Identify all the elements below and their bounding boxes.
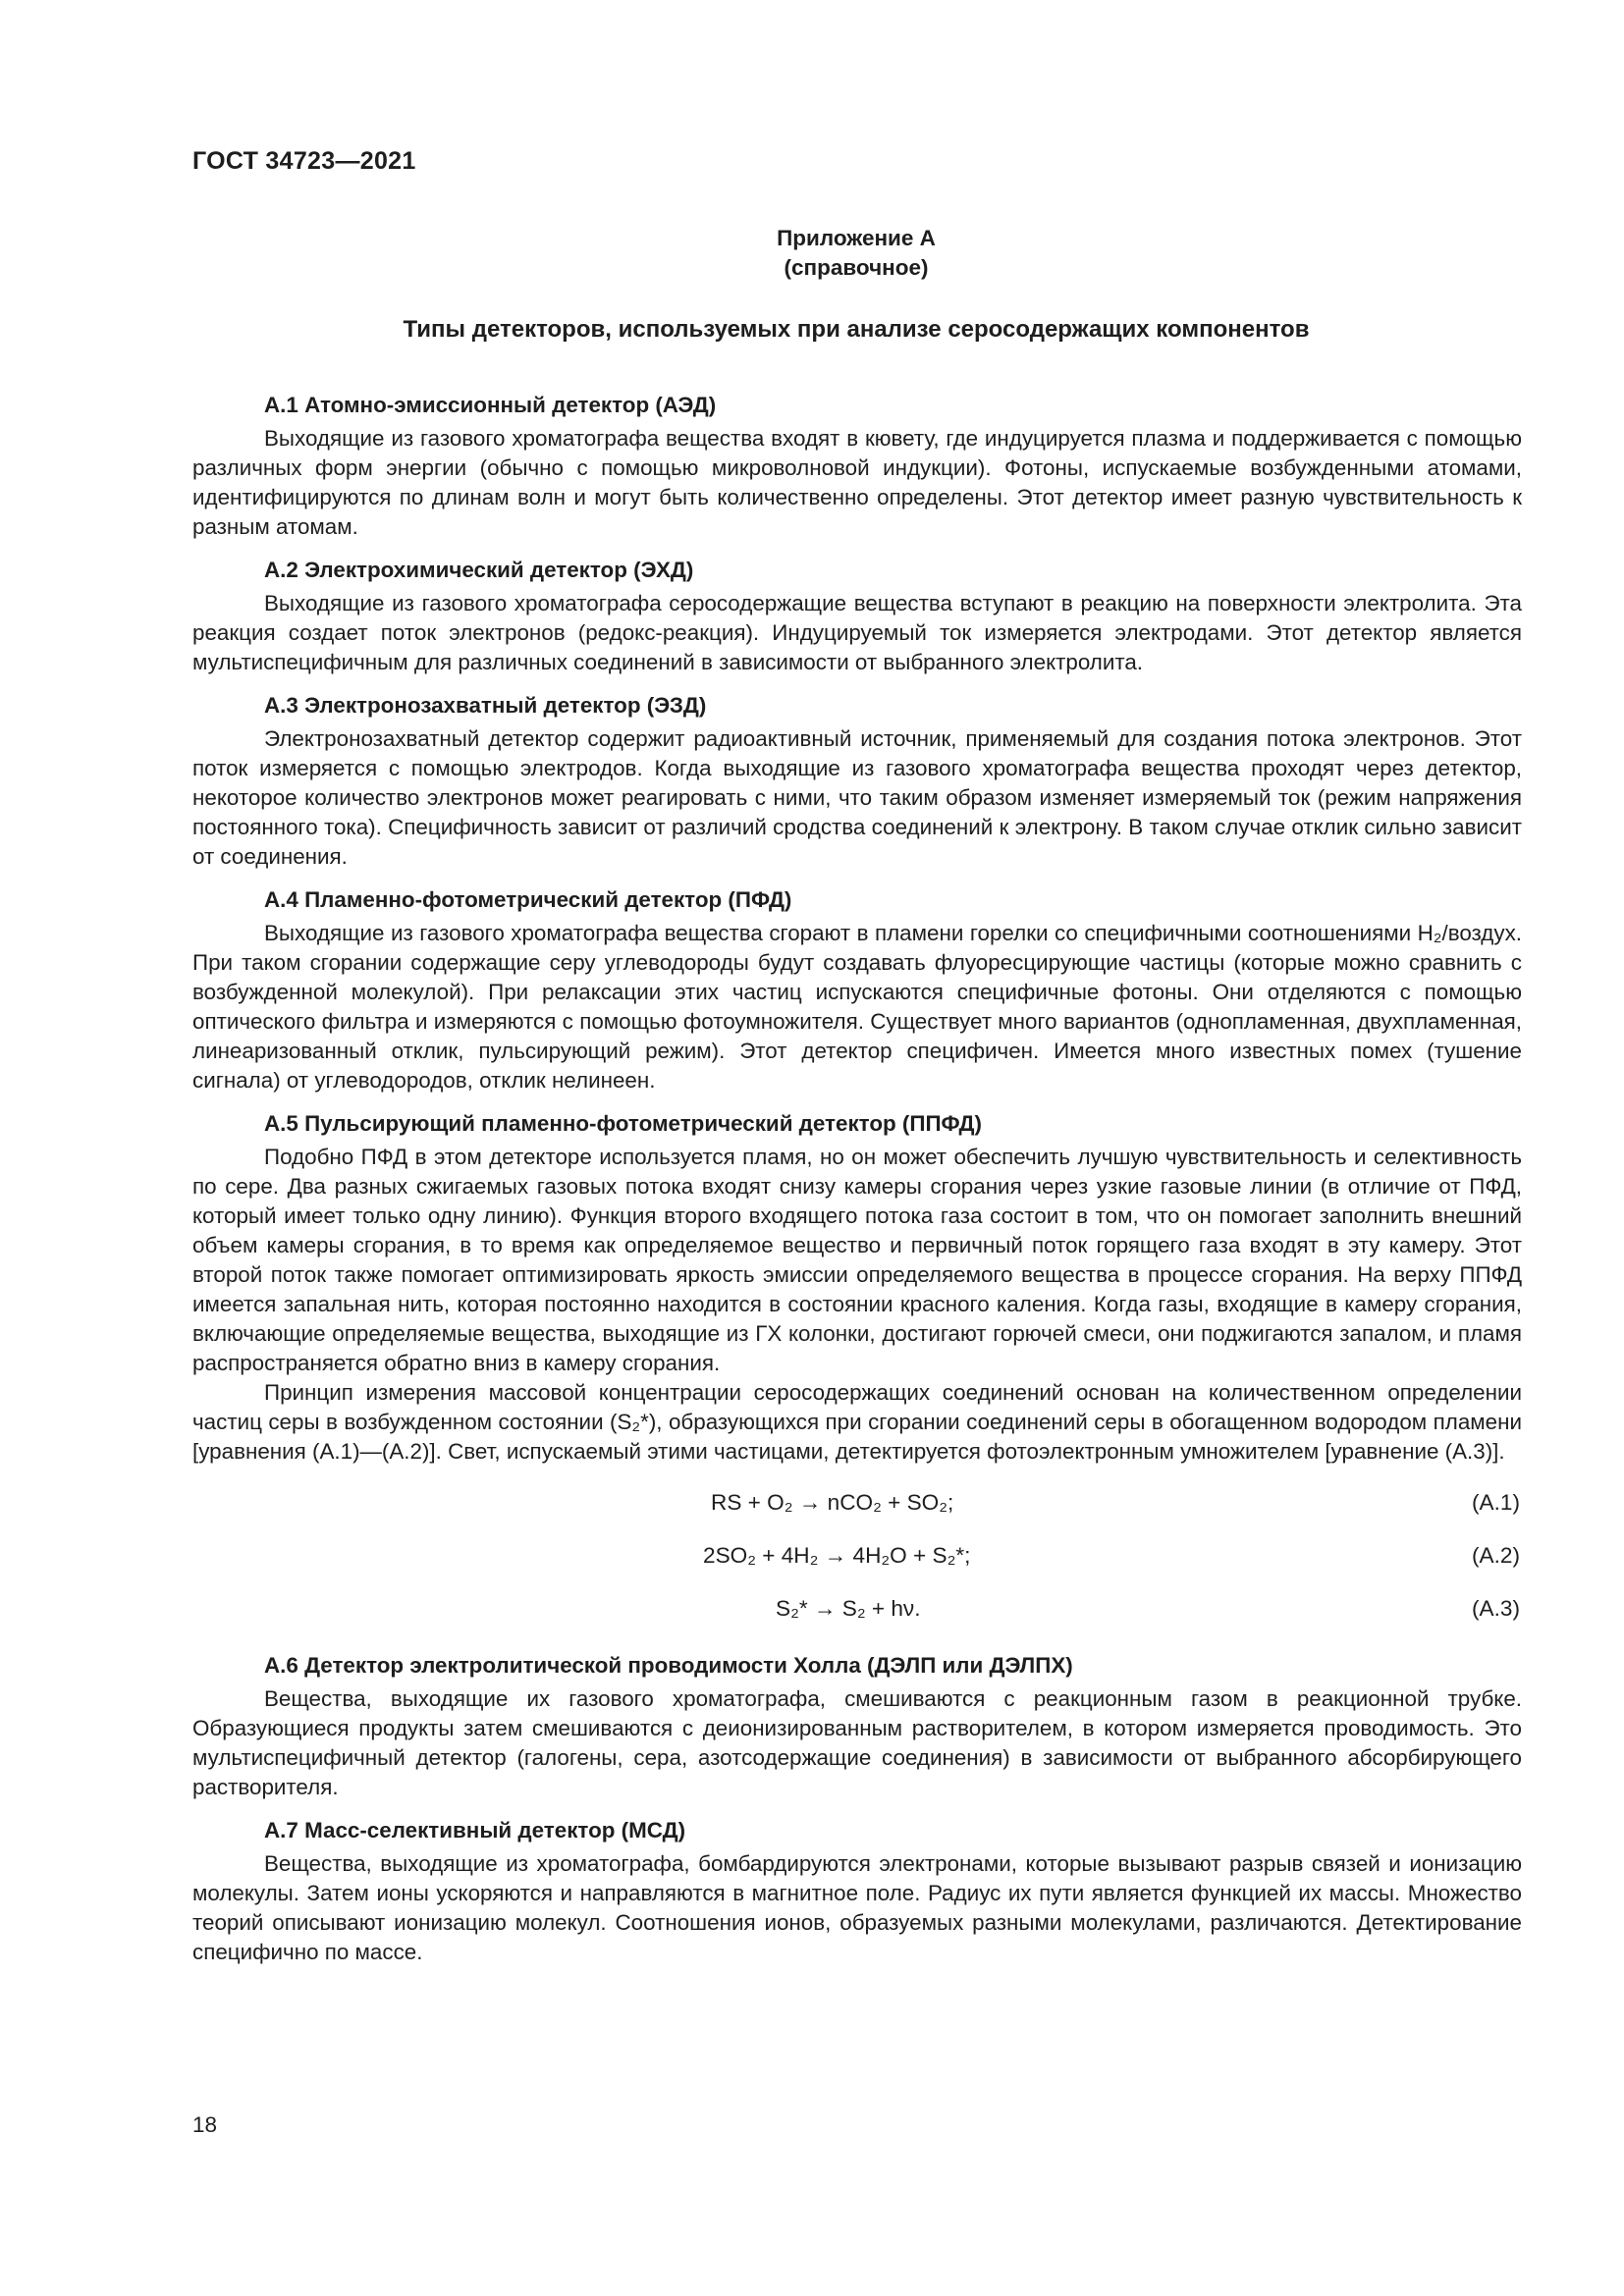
paragraph: Подобно ПФД в этом детекторе используется пламя, но он может обеспечить лучшую чувствительность и селективность по сере. Два разных сжигаемых газовых потока входят снизу камеры сгорания через узкие газовые линии (в отличие от ПФД, который имеет только одну линию). Функция второго входящего потока газа состоит в том, что он помогает заполнить внешний объем камеры сгорания, в то время как определяемое вещество и первичный поток горящего газа входят в эту камеру. Этот второй поток также помогает оптимизировать яркость эмиссии определяемого вещества в процессе сгорания. На верху ППФД имеется запальная нить, которая постоянно находится в состоянии красного каления. Когда газы, входящие в камеру сгорания, включающие определяемые вещества, выходящие из ГХ колонки, достигают горючей смеси, они поджигаются запалом, и пламя распространяется обратно вниз в камеру сгорания. xyxy=(192,1145,1522,1375)
section-heading: А.1 Атомно-эмиссионный детектор (АЭД) xyxy=(264,393,717,417)
paragraph: Электронозахватный детектор содержит радиоактивный источник, применяемый для создания потока электронов. Этот поток измеряется с помощью электродов. Когда выходящие из газового хроматографа вещества проходят через детектор, некоторое количество электронов может реагировать с ними, что таким образом изменяет измеряемый ток (режим напряжения постоянного тока). Специфичность зависит от различий сродства соединений к электрону. В таком случае отклик сильно зависит от соединения. xyxy=(192,726,1522,869)
equation-a3 xyxy=(192,1586,1522,1639)
paragraph: Вещества, выходящие из хроматографа, бомбардируются электронами, которые вызывают разрыв связей и ионизацию молекулы. Затем ионы ускоряются и направляются в магнитное поле. Радиус их пути является функцией их массы. Множество теорий описывают ионизацию молекул. Соотношения ионов, образуемых разными молекулами, различаются. Детектирование специфично по массе. xyxy=(192,1851,1522,1964)
section-heading: А.2 Электрохимический детектор (ЭХД) xyxy=(264,558,694,582)
section-heading: А.4 Пламенно-фотометрический детектор (ПФД) xyxy=(264,887,792,912)
equation-formula: 2SO₂ + 4H₂ → 4H₂O + S₂*; xyxy=(703,1543,971,1568)
annex-title: Приложение А xyxy=(777,226,936,250)
section-heading: А.3 Электронозахватный детектор (ЭЗД) xyxy=(264,693,707,718)
paragraph: Вещества, выходящие их газового хроматографа, смешиваются с реакционным газом в реакционной трубке. Образующиеся продукты затем смешиваются с деионизированным растворителем, в котором измеряется проводимость. Это мультиспецифичный детектор (галогены, сера, азотсодержащие соединения) в зависимости от выбранного абсорбирующего растворителя. xyxy=(192,1686,1522,1799)
annex-heading xyxy=(192,224,1520,283)
equation-number: (А.3) xyxy=(1472,1596,1520,1621)
paragraph: Выходящие из газового хроматографа вещества сгорают в пламени горелки со специфичными соотношениями H₂/воздух. При таком сгорании содержащие серу углеводороды будут создавать флуоресцирующие частицы (которые можно сравнить с возбужденной молекулой). При релаксации этих частиц испускаются специфичные фотоны. Они отделяются с помощью оптического фильтра и измеряются с помощью фотоумножителя. Существует много вариантов (однопламенная, двухпламенная, линеаризованный отклик, пульсирующий режим). Этот детектор специфичен. Имеется много известных помех (тушение сигнала) от углеводородов, отклик нелинеен. xyxy=(192,921,1522,1093)
equation-formula: RS + O₂ → nCO₂ + SO₂; xyxy=(711,1490,954,1515)
section-a4 xyxy=(192,885,1522,1095)
section-a1 xyxy=(192,391,1522,542)
section-heading: А.6 Детектор электролитической проводимости Холла (ДЭЛП или ДЭЛПХ) xyxy=(264,1653,1073,1678)
annex-kind: (справочное) xyxy=(784,255,929,280)
equation-number: (А.2) xyxy=(1472,1543,1520,1568)
section-a3 xyxy=(192,691,1522,872)
section-heading: А.5 Пульсирующий пламенно-фотометрический детектор (ППФД) xyxy=(264,1111,982,1136)
standard-code: ГОСТ 34723—2021 xyxy=(192,147,416,175)
section-a5 xyxy=(192,1109,1522,1639)
section-a6 xyxy=(192,1651,1522,1802)
paragraph: Принцип измерения массовой концентрации серосодержащих соединений основан на количественном определении частиц серы в возбужденном состоянии (S₂*), образующихся при сгорании соединений серы в обогащенном водородом пламени [уравнения (А.1)—(А.2)]. Свет, испускаемый этими частицами, детектируется фотоэлектронным умножителем [уравнение (А.3)]. xyxy=(192,1380,1522,1464)
section-a2 xyxy=(192,556,1522,677)
equation-number: (А.1) xyxy=(1472,1490,1520,1515)
document-title: Типы детекторов, используемых при анализе серосодержащих компонентов xyxy=(403,316,1310,343)
equations-block xyxy=(192,1480,1522,1639)
paragraph: Выходящие из газового хроматографа вещества входят в кювету, где индуцируется плазма и поддерживается с помощью различных форм энергии (обычно с помощью микроволновой индукции). Фотоны, испускаемые возбужденными атомами, идентифицируются по длинам волн и могут быть количественно определены. Этот детектор имеет разную чувствительность к разным атомам. xyxy=(192,426,1522,539)
section-a7 xyxy=(192,1816,1522,1967)
paragraph: Выходящие из газового хроматографа серосодержащие вещества вступают в реакцию на поверхности электролита. Эта реакция создает поток электронов (редокс-реакция). Индуцируемый ток измеряется электродами. Этот детектор является мультиспецифичным для различных соединений в зависимости от выбранного электролита. xyxy=(192,591,1522,674)
equation-formula: S₂* → S₂ + hν. xyxy=(776,1596,921,1621)
section-heading: А.7 Масс-селективный детектор (МСД) xyxy=(264,1818,686,1842)
equation-a2 xyxy=(192,1533,1522,1586)
document-body xyxy=(192,391,1522,1981)
page-number: 18 xyxy=(192,2112,218,2137)
equation-a1 xyxy=(192,1480,1522,1533)
